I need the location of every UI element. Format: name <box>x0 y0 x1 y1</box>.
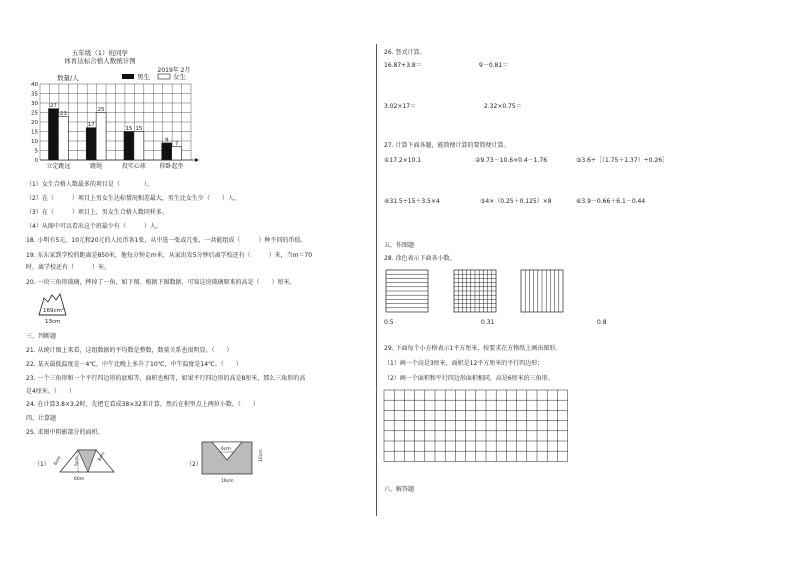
fig1-base-label: 60m <box>74 477 85 482</box>
fig2-height-label: 10cm <box>259 449 264 462</box>
chart-y-tick-label: 0 <box>34 158 38 164</box>
chart-y-tick-label: 10 <box>31 139 38 145</box>
grid-tenths-rows <box>385 269 429 317</box>
q22: 22. 某天最低温度是－4℃，中午比晚上多升了10℃，中午温度是14℃。（ ） <box>26 361 242 368</box>
calc-2: 9－0.81＝ <box>479 62 509 69</box>
q26: 26. 竖式计算。 <box>384 49 426 56</box>
chart-bar-value-label: 17 <box>87 122 95 129</box>
q27: 27. 计算下面各题，能简便计算的要简便计算。 <box>384 142 510 149</box>
decimal-label-2: 0.31 <box>481 319 495 326</box>
chart-y-tick-label: 15 <box>31 129 38 136</box>
square-grid-paper-svg <box>383 389 569 464</box>
trapezoid-svg <box>52 442 124 484</box>
q23-line1: 23. 一个三角形和一个平行四边形的底相等，面积也相等，如果平行四边形的高是8厘米，那么三角形的高 <box>26 375 306 382</box>
chart-bar <box>172 147 182 160</box>
chart-y-tick-label: 20 <box>31 120 38 126</box>
chart-bar <box>86 128 96 160</box>
chart-y-tick-label: 5 <box>34 148 38 155</box>
square-grid-paper[interactable] <box>383 389 569 468</box>
chart-y-tick-label: 35 <box>31 91 38 98</box>
chart-bar <box>124 132 134 161</box>
chart-y-tick-label: 30 <box>31 101 38 107</box>
chart-x-axis-arrow <box>195 158 199 162</box>
section-3-title: 三、判断题 <box>26 333 57 340</box>
chart-x-tick-label: 立定跳远 <box>46 163 71 170</box>
q19-line2: 时，离学校还有（ ）米。 <box>26 264 111 271</box>
q23-line2: 是4厘米。（ ） <box>26 388 75 395</box>
calc-3: 3.02×17＝ <box>384 103 417 110</box>
section-5-title: 五、作图题 <box>384 242 415 249</box>
section-6-title: 六、解答题 <box>384 486 415 493</box>
expr-4: ④31.5÷15＋3.5×4 <box>384 198 440 205</box>
chart-bar-value-label: 7 <box>174 141 179 148</box>
legend-boy-swatch <box>122 74 134 79</box>
decimal-label-3: 0.8 <box>597 319 607 326</box>
expr-5: ⑤4×（0.25＋0.125）×8 <box>480 198 552 205</box>
rectangle-figure <box>198 438 268 490</box>
expr-1: ①17.2×10.1 <box>384 157 422 164</box>
rectangle-svg <box>198 438 268 490</box>
calc-4: 2.32×0.75＝ <box>484 103 522 110</box>
q17-1: （1）女生合格人数最多的项目是（ ）。 <box>26 181 153 188</box>
q25: 25. 求图中阴影部分的面积。 <box>26 429 104 436</box>
chart-ylabel: 数量/人 <box>57 74 79 82</box>
grid-tenths-cols-svg <box>520 269 564 313</box>
chart-x-tick-label: 投实心球 <box>121 163 146 170</box>
q29: 29. 下面每个小方格表示1平方厘米，按要求在方格纸上画出图形。 <box>384 345 562 352</box>
chart-x-tick-label: 仰卧起坐 <box>159 163 184 170</box>
column-divider <box>376 44 377 516</box>
glass-base-label: 13cm <box>45 319 61 325</box>
expr-3: ③3.6÷［（1.75＋1.37）÷0.26］ <box>576 157 669 164</box>
grid-tenths-cols <box>520 269 564 317</box>
expr-2: ②9.73－10.6×0.4－1.76 <box>475 157 548 164</box>
fig2-label: （2） <box>186 461 202 468</box>
q29-2: （2）画一个面积和平行四边形面积相同，高是6厘米的三角形。 <box>384 375 554 382</box>
chart-bar-value-label: 15 <box>125 126 133 132</box>
legend-girl-swatch <box>158 74 170 79</box>
decimal-label-1: 0.5 <box>384 319 394 326</box>
chart-bar <box>58 116 68 160</box>
fig2-inner-label: 6cm <box>221 447 231 452</box>
statistics-chart <box>26 46 206 176</box>
chart-x-tick-label: 跳绳 <box>90 163 103 170</box>
q28: 28. 涂色表示下面各小数。 <box>384 255 456 262</box>
q29-1: （1）画一个高是3厘米，面积是12平方厘米的平行四边形； <box>384 360 544 367</box>
legend-girl-label: 女生 <box>173 73 186 81</box>
chart-bar <box>162 143 172 160</box>
chart-y-tick-label: 25 <box>31 110 38 117</box>
chart-bar <box>96 113 106 161</box>
chart-y-tick-label: 40 <box>31 82 38 88</box>
q17-3: （3）在（ ）项目上，男女生合格人数同样多。 <box>26 209 168 216</box>
chart-bar-value-label: 15 <box>135 126 143 132</box>
q19-line1: 19. 东东家到学校的距离是850米，他每分钟走m米，从家出发5分钟后离学校还有（ ）米，当m＝70 <box>26 252 313 259</box>
section-4-title: 四、计算题 <box>26 415 57 422</box>
q17-4: （4）从图中可以看出这个班最少有（ ）人。 <box>26 223 162 230</box>
chart-bar-value-label: 25 <box>97 107 105 113</box>
chart-date: 2019年 2月 <box>157 67 191 74</box>
grid-hundredths-svg <box>453 269 497 313</box>
chart-bar-value-label: 23 <box>59 110 67 117</box>
calc-1: 16.87+3.8＝ <box>384 62 422 69</box>
fig1-label: （1） <box>34 461 50 468</box>
chart-bar-value-label: 9 <box>164 137 169 144</box>
chart-y-ticks <box>31 82 39 164</box>
fig1-top-label: 8cm <box>97 451 107 463</box>
expr-6: ⑥3.9－0.66＋6.1－0.44 <box>576 198 646 205</box>
chart-bar-value-label: 27 <box>49 103 57 110</box>
q20: 20. 一块三角形玻璃，摔掉了一角，如下图。根据下图数据，可知这块玻璃原来的高是（ ）厘米。 <box>26 279 296 286</box>
chart-title-line1: 五年级（1）班同学 <box>71 49 129 57</box>
broken-glass-svg <box>36 290 76 330</box>
q21: 21. 从统计图上来看，这组数据的平均数是整数，数量关系也很明显。（ ） <box>26 347 233 354</box>
chart-bar <box>134 132 144 161</box>
fig2-base-label: 16cm <box>221 479 234 484</box>
q24: 24. 在计算3.8×3.2时，先把它看成38×32来计算，然后在积里点上两位小数。（ ） <box>26 401 259 408</box>
q17-2: （2）在（ ）项目上男女生达标情况相差最大，男生比女生少（ ）人。 <box>26 195 240 202</box>
grid-tenths-svg <box>385 269 429 313</box>
broken-glass-figure <box>36 290 76 330</box>
chart-bar <box>48 109 58 160</box>
glass-area-label: 169cm² <box>43 308 65 314</box>
chart-title-line2: 体育达标合格人数统计图 <box>64 57 136 65</box>
trapezoid-figure <box>52 442 124 484</box>
q18: 18. 小明有5元、10元和20元的人民币各1张，从中选一张或几张，一共能组成（ ）种不同的币值。 <box>26 237 307 244</box>
bar-chart-svg <box>26 46 206 176</box>
legend-boy-label: 男生 <box>137 73 150 81</box>
grid-hundredths <box>453 269 497 317</box>
fig1-side-label: 6cm <box>53 455 63 467</box>
chart-x-labels <box>46 162 183 170</box>
fig1-height-label: 5cm <box>75 456 80 466</box>
